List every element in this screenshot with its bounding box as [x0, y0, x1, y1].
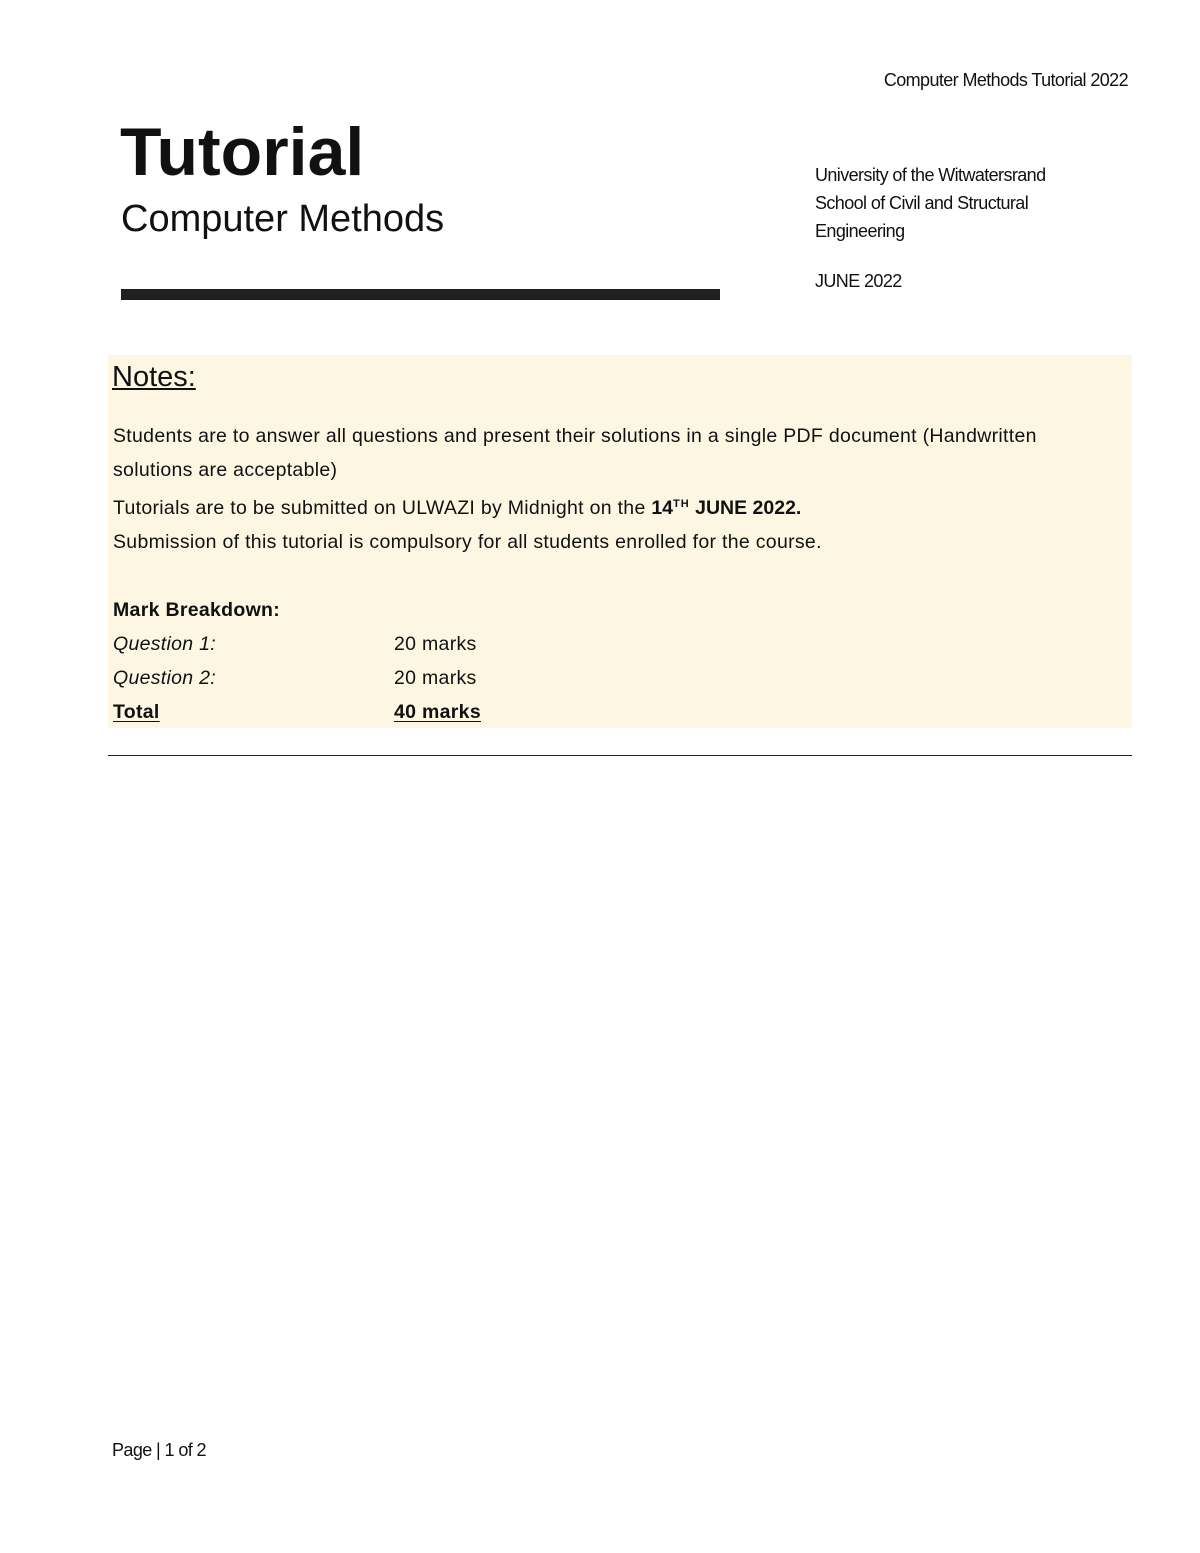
- section-divider: [108, 755, 1132, 756]
- deadline-month-year: JUNE 2022.: [689, 497, 802, 519]
- mark-row-label: Question 2:: [113, 667, 217, 689]
- organization-university: University of the Witwatersrand: [815, 165, 1046, 185]
- running-header: Computer Methods Tutorial 2022: [883, 70, 1128, 90]
- mark-breakdown-title: Mark Breakdown:: [113, 599, 281, 621]
- notes-instructions: Students are to answer all questions and present their solutions in a single PDF document (Handwritten solutions are acceptable): [113, 425, 1037, 481]
- mark-total-value: 40 marks: [394, 701, 481, 723]
- notes-deadline: [651, 497, 801, 519]
- notes-submission-text: Tutorials are to be submitted on ULWAZI by Midnight on the: [113, 497, 652, 519]
- mark-row: [113, 661, 1113, 695]
- mark-total-label: Total: [113, 701, 160, 723]
- notes-submission: [113, 487, 1113, 525]
- mark-row-value: 20 marks: [394, 667, 477, 689]
- mark-row-label: Question 1:: [113, 633, 217, 655]
- document-title: Tutorial: [120, 114, 365, 190]
- mark-row: [113, 627, 1113, 661]
- deadline-ordinal: TH: [673, 498, 690, 510]
- notes-body: [113, 419, 1113, 729]
- title-rule: [121, 289, 720, 300]
- spacer: [113, 559, 1113, 593]
- deadline-day: 14: [651, 497, 674, 519]
- document-subtitle: Computer Methods: [121, 198, 445, 240]
- mark-total-row: [113, 695, 1113, 729]
- page-number: Page | 1 of 2: [112, 1440, 206, 1460]
- document-date: JUNE 2022: [815, 271, 902, 291]
- organization-school-cont: Engineering: [815, 221, 905, 241]
- mark-row-value: 20 marks: [394, 633, 477, 655]
- organization-school: School of Civil and Structural: [815, 193, 1029, 213]
- notes-heading: Notes:: [112, 361, 196, 393]
- notes-box: [108, 355, 1132, 728]
- notes-compulsory: Submission of this tutorial is compulsory for all students enrolled for the course.: [113, 531, 822, 553]
- organization-block: [815, 161, 1115, 245]
